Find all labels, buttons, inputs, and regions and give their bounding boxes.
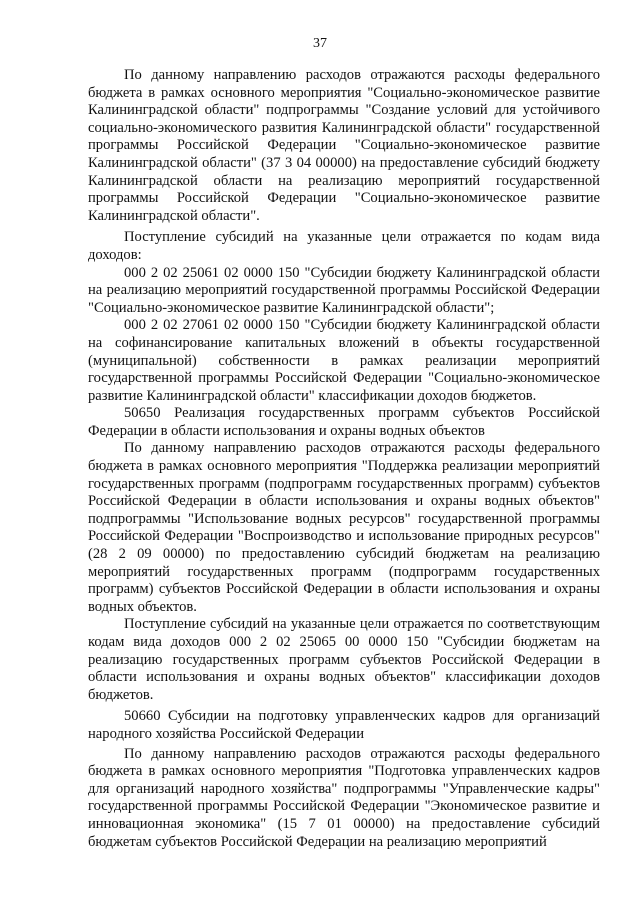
document-body (88, 67, 600, 851)
paragraph-water-expenses: По данному направлению расходов отражаются расходы федерального бюджета в рамках основного мероприятия "Поддержка реализации мероприятий государственных программ (подпрограмм государственных программ) субъектов Российской Федерации в области использования и охраны водных объектов" подпрограммы "Использование водных ресурсов" государственной программы Российской Федерации "Воспроизводство и использование природных ресурсов" (28 2 09 00000) по предоставлению субсидий бюджетам на реализацию мероприятий государственных программ (подпрограмм государственных программ) субъектов Российской Федерации в области использования и охраны водных объектов. (88, 440, 600, 615)
paragraph-kaliningrad-code-27061: 000 2 02 27061 02 0000 150 "Субсидии бюджету Калининградской области на софинансирование капитальных вложений в объекты государственной (муниципальной) собственности в рамках реализации мероприятий государственной программы Российской Федерации "Социально-экономическое развитие Калининградской области" классификации доходов бюджетов. (88, 317, 600, 404)
paragraph-kaliningrad-income-intro: Поступление субсидий на указанные цели отражается по кодам вида доходов: (88, 229, 600, 263)
section-heading-50660: 50660 Субсидии на подготовку управленческих кадров для организаций народного хозяйства Российской Федерации (88, 708, 600, 742)
paragraph-management-staff-expenses: По данному направлению расходов отражаются расходы федерального бюджета в рамках основного мероприятия "Подготовка управленческих кадров для организаций народного хозяйства" подпрограммы "Управленческие кадры" государственной программы Российской Федерации "Экономическое развитие и инновационная экономика" (15 7 01 00000) на предоставление субсидий бюджетам субъектов Российской Федерации на реализацию мероприятий (88, 745, 600, 850)
page-number: 37 (313, 36, 327, 51)
paragraph-kaliningrad-code-25061: 000 2 02 25061 02 0000 150 "Субсидии бюджету Калининградской области на реализацию мероприятий государственной программы Российской Федерации "Социально-экономическое развитие Калининградской области"; (88, 264, 600, 316)
paragraph-water-income-code: Поступление субсидий на указанные цели отражается по соответствующим кодам вида доходов 000 2 02 25065 00 0000 150 "Субсидии бюджетам на реализацию государственных программ субъектов Российской Федерации в области использования и охраны водных объектов" классификации доходов бюджетов. (88, 616, 600, 703)
paragraph-kaliningrad-expenses: По данному направлению расходов отражаются расходы федерального бюджета в рамках основного мероприятия "Социально-экономическое развитие Калининградской области" подпрограммы "Создание условий для устойчивого социально-экономического развития Калининградской области" государственной программы Российской Федерации "Социально-экономическое развитие Калининградской области" (37 3 04 00000) на предоставление субсидий бюджету Калининградской области на реализацию мероприятий государственной программы Российской Федерации "Социально-экономическое развитие Калининградской области". (88, 67, 600, 224)
section-heading-50650: 50650 Реализация государственных программ субъектов Российской Федерации в области использования и охраны водных объектов (88, 405, 600, 439)
